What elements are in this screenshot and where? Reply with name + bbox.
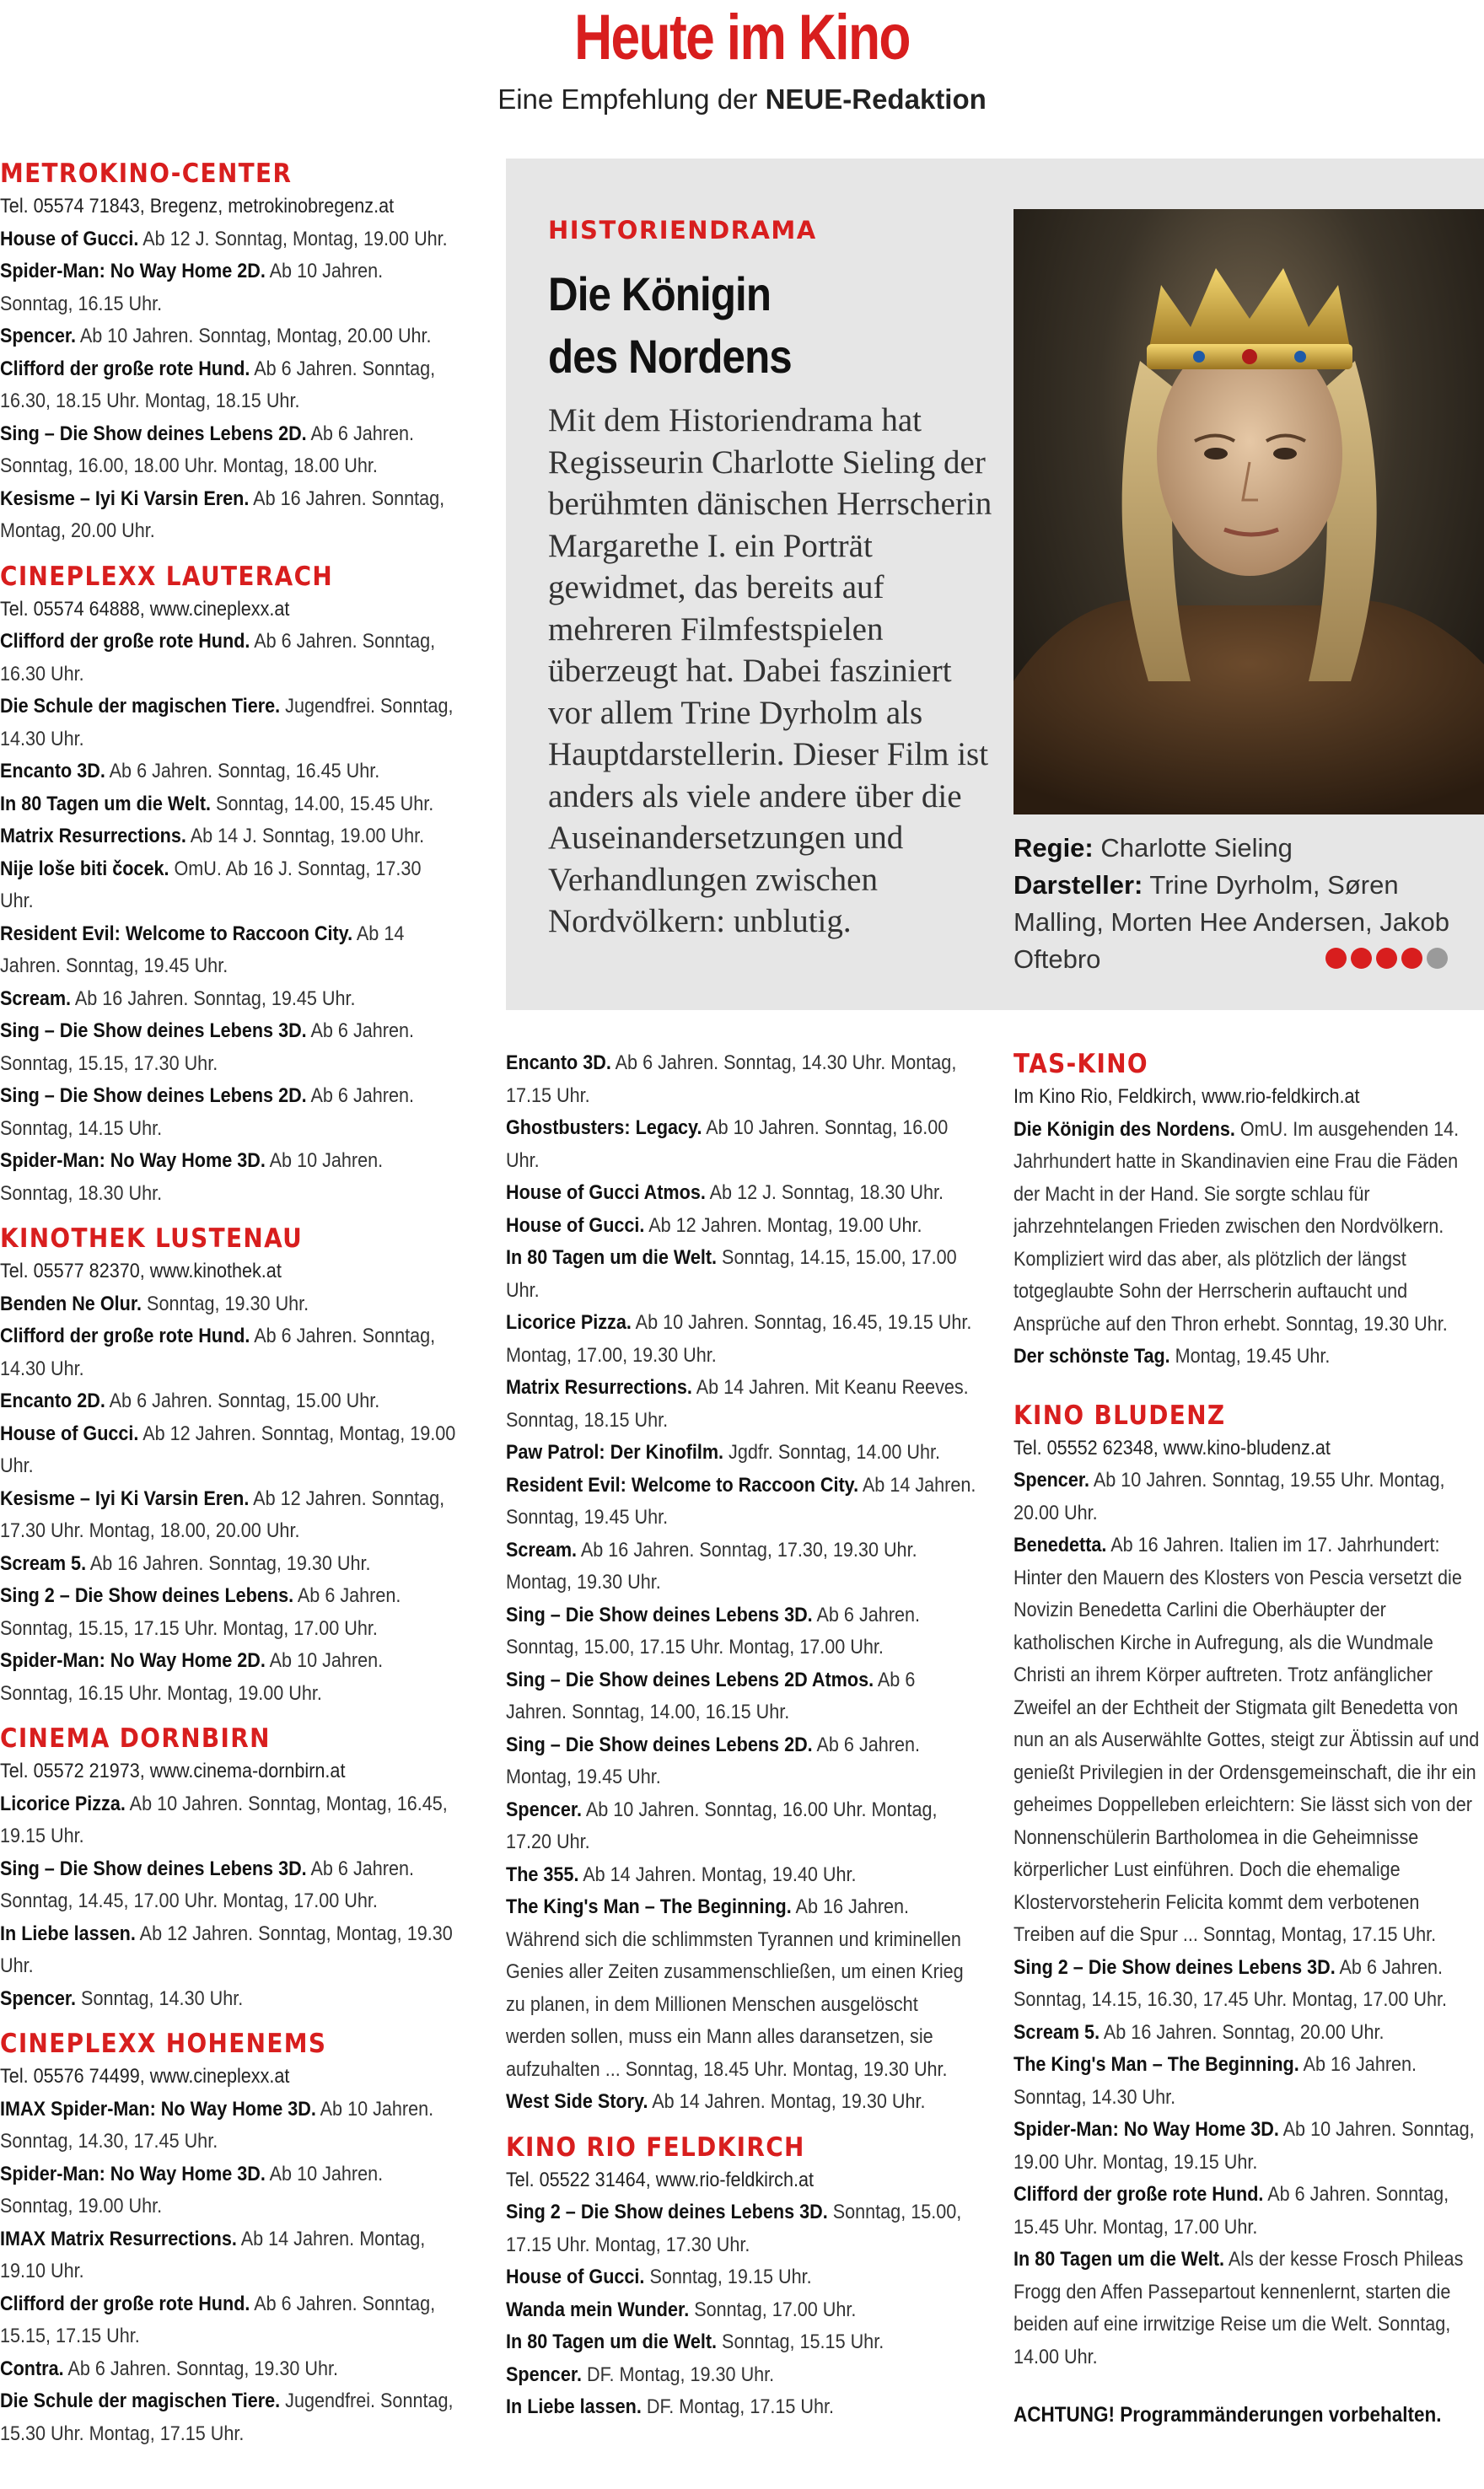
movie-title: Sing 2 – Die Show deines Lebens 3D. [1014, 1955, 1336, 1979]
director-line [1014, 830, 1484, 867]
movie-details: Ab 6 Jahren. Sonntag, 14.30 Uhr. [0, 1325, 436, 1380]
movie-details: Ab 12 J. Sonntag, Montag, 19.00 Uhr. [142, 227, 448, 250]
movie-title: Sing – Die Show deines Lebens 3D. [0, 1857, 307, 1880]
movie-title: IMAX Matrix Resurrections. [0, 2227, 237, 2250]
movie-details: Ab 14 Jahren. Montag, 19.30 Uhr. [652, 2090, 926, 2113]
movie-title: Spencer. [506, 2363, 583, 2386]
movie-entry [506, 1177, 977, 1210]
movie-entry [506, 1859, 977, 1892]
movie-details: Jgdfr. Sonntag, 14.00 Uhr. [729, 1441, 941, 1464]
cinema-contact: Tel. 05577 82370, www.kinothek.at [0, 1260, 282, 1282]
movie-details: Ab 6 Jahren. Sonntag, 14.00, 16.15 Uhr. [506, 1668, 916, 1723]
movie-entry [506, 2196, 977, 2261]
cinema-name: CINEMA DORNBIRN [0, 1723, 271, 1754]
movie-entry [506, 1664, 977, 1729]
movie-entry [506, 1242, 977, 1307]
movie-title: Contra. [0, 2357, 64, 2380]
movie-details: Jugendfrei. Sonntag, 15.30 Uhr. Montag, 17.15 Uhr. [0, 2390, 454, 2445]
page-header [0, 0, 1484, 116]
movie-title: House of Gucci. [506, 2266, 645, 2288]
movie-entry [506, 1437, 977, 1470]
movie-details: Ab 6 Jahren. Sonntag, 15.15, 17.30 Uhr. [0, 1019, 414, 1075]
movie-details: OmU. Ab 16 J. Sonntag, 17.30 Uhr. [0, 857, 422, 912]
movie-entry [0, 1418, 458, 1483]
movie-entry [0, 2385, 458, 2450]
movie-entry [506, 1891, 977, 2086]
movie-details: Ab 16 Jahren. Während sich die schlimmsten Tyrannen und kriminellen Genies aller Zeiten zusammenschließen, um einen Krieg zu planen, in dem Millionen Menschen ausgelöscht werden sollen, muss ein Mann alles daransetzen, sie aufzuhalten ... Sonntag, 18.45 Uhr. Montag, 19.30 Uhr. [506, 1895, 964, 2081]
movie-entry [0, 1483, 458, 1548]
movie-title: The 355. [506, 1863, 579, 1886]
movie-title: Scream 5. [1014, 2020, 1100, 2044]
column-2 [506, 1047, 978, 2436]
cinema-block [506, 2131, 977, 2424]
movie-entry [0, 2223, 458, 2288]
movie-entry [0, 755, 458, 788]
movie-details: Ab 10 Jahren. Sonntag, 16.45, 19.15 Uhr. Montag, 17.00, 19.30 Uhr. [506, 1311, 972, 1367]
cinema-block [0, 560, 458, 1211]
movie-details: Sonntag, 14.30 Uhr. [81, 1986, 244, 2010]
movie-details: Ab 10 Jahren. Sonntag, 14.30, 17.45 Uhr. [0, 2097, 434, 2153]
movie-entry [0, 1145, 458, 1210]
movie-entry [506, 1372, 977, 1437]
column-1-listings [0, 157, 458, 2450]
movie-title: Der schönste Tag. [1014, 1345, 1170, 1368]
rating-dot-filled [1325, 948, 1347, 969]
movie-details: Ab 12 J. Sonntag, 18.30 Uhr. [709, 1181, 944, 1204]
cinema-contact: Tel. 05522 31464, www.rio-feldkirch.at [506, 2168, 815, 2191]
movie-entry [506, 2391, 977, 2424]
rating-dot-filled [1351, 948, 1372, 969]
movie-details: Ab 16 Jahren. Sonntag, 19.30 Uhr. [89, 1551, 371, 1575]
movie-details: Ab 14 Jahren. Montag, 19.10 Uhr. [0, 2227, 426, 2282]
movie-details: Ab 16 Jahren. Sonntag, 19.45 Uhr. [74, 986, 356, 1010]
movie-title: Encanto 3D. [506, 1051, 611, 1074]
movie-details: Ab 6 Jahren. Sonntag, 15.00, 17.15 Uhr. Montag, 17.00 Uhr. [506, 1603, 920, 1658]
movie-title: Scream. [0, 986, 72, 1010]
movie-details: Ab 6 Jahren. Sonntag, 16.00, 18.00 Uhr. Montag, 18.00 Uhr. [0, 422, 414, 477]
column-2-listings [506, 1047, 977, 2424]
movie-title: In Liebe lassen. [506, 2395, 642, 2418]
movie-title: Sing – Die Show deines Lebens 2D. [0, 1084, 307, 1107]
movie-details: Ab 10 Jahren. Sonntag, 19.00 Uhr. [0, 2162, 384, 2218]
movie-title: Encanto 3D. [0, 760, 105, 782]
movie-title: Kesisme – Iyi Ki Varsin Eren. [0, 487, 250, 510]
page-title: Heute im Kino [574, 2, 910, 73]
cinema-name: KINO RIO FELDKIRCH [506, 2132, 805, 2163]
movie-details: Sonntag, 19.30 Uhr. [147, 1292, 309, 1315]
movie-entry [0, 1015, 458, 1080]
subtitle-prefix: Eine Empfehlung der [497, 83, 766, 115]
movie-entry [0, 1288, 458, 1321]
movie-title: Sing – Die Show deines Lebens 2D. [0, 422, 307, 445]
movie-entry [0, 820, 458, 853]
cinema-name: CINEPLEXX HOHENEMS [0, 2029, 327, 2059]
movie-entry [0, 2288, 458, 2353]
movie-details: Ab 6 Jahren. Sonntag, 19.30 Uhr. [67, 2357, 339, 2380]
movie-details: Sonntag, 14.15, 15.00, 17.00 Uhr. [506, 1246, 957, 1302]
feature-title-line1: Die Königin [548, 267, 772, 320]
column-3-listings [1014, 1047, 1483, 2432]
movie-details: Ab 16 Jahren. Sonntag, 17.30, 19.30 Uhr. Montag, 19.30 Uhr. [506, 1538, 917, 1594]
movie-title: Die Königin des Nordens. [1014, 1117, 1235, 1141]
movie-entry [506, 2326, 977, 2359]
movie-title: West Side Story. [506, 2090, 648, 2113]
cinema-block [506, 1047, 977, 2119]
movie-title: Die Schule der magischen Tiere. [0, 2390, 281, 2412]
movie-title: Matrix Resurrections. [506, 1376, 692, 1399]
movie-details: Ab 6 Jahren. Sonntag, 14.15 Uhr. [0, 1084, 414, 1140]
movie-entry [0, 1548, 458, 1581]
movie-title: Spider-Man: No Way Home 3D. [0, 1149, 266, 1172]
cinema-block [0, 1722, 458, 2015]
rating-dots [1325, 948, 1448, 969]
movie-details: Ab 10 Jahren. Sonntag, 16.15 Uhr. [0, 260, 384, 315]
movie-entry [506, 1470, 977, 1535]
movie-details: Sonntag, 19.15 Uhr. [649, 2266, 812, 2288]
movie-title: Matrix Resurrections. [0, 825, 186, 847]
movie-title: Licorice Pizza. [0, 1792, 126, 1815]
movie-title: Clifford der große rote Hund. [0, 357, 250, 380]
movie-entry [0, 691, 458, 755]
movie-entry [506, 1729, 977, 1794]
cinema-name: KINO BLUDENZ [1014, 1400, 1226, 1431]
movie-entry [506, 2086, 977, 2119]
movie-title: Spider-Man: No Way Home 2D. [0, 1649, 266, 1672]
movie-details: Ab 10 Jahren. Sonntag, Montag, 16.45, 19.15 Uhr. [0, 1792, 448, 1847]
movie-entry [506, 1535, 977, 1599]
rating-dot-filled [1401, 948, 1422, 969]
movie-details: Ab 12 Jahren. Sonntag, Montag, 19.30 Uhr. [0, 1922, 453, 1977]
movie-title: Spencer. [1014, 1469, 1090, 1492]
movie-details: Ab 6 Jahren. Sonntag, 16.30, 18.15 Uhr. Montag, 18.15 Uhr. [0, 357, 436, 412]
movie-entry [1014, 2179, 1483, 2244]
movie-entry [506, 2294, 977, 2327]
movie-entry [0, 1853, 458, 1918]
cast-label: Darsteller: [1014, 870, 1143, 900]
movie-title: Sing – Die Show deines Lebens 3D. [0, 1019, 307, 1042]
movie-details: Ab 14 J. Sonntag, 19.00 Uhr. [190, 825, 425, 847]
movie-details: Ab 16 Jahren. Sonntag, 14.30 Uhr. [1014, 2053, 1417, 2109]
movie-title: The King's Man – The Beginning. [1014, 2053, 1299, 2076]
movie-title: In 80 Tagen um die Welt. [1014, 2248, 1225, 2271]
movie-title: Die Schule der magischen Tiere. [0, 695, 281, 718]
movie-details: Ab 10 Jahren. Sonntag, 19.00 Uhr. Montag, 19.15 Uhr. [1014, 2118, 1475, 2174]
cinema-name: METROKINO-CENTER [0, 159, 293, 189]
cinema-contact: Tel. 05574 71843, Bregenz, metrokinobregenz.at [0, 195, 395, 218]
cinema-block [0, 2027, 458, 2450]
cinema-block [1014, 1047, 1483, 1374]
movie-entry [0, 418, 458, 483]
movie-details: Ab 12 Jahren. Montag, 19.00 Uhr. [648, 1213, 922, 1237]
movie-entry [0, 1788, 458, 1853]
movie-entry [506, 1599, 977, 1664]
movie-title: Kesisme – Iyi Ki Varsin Eren. [0, 1486, 250, 1510]
cinema-contact: Im Kino Rio, Feldkirch, www.rio-feldkirch.at [1014, 1085, 1360, 1108]
movie-details: Jugendfrei. Sonntag, 14.30 Uhr. [0, 695, 454, 750]
movie-title: Scream. [506, 1538, 578, 1562]
movie-details: Sonntag, 15.00, 17.15 Uhr. Montag, 17.30 Uhr. [506, 2201, 962, 2256]
feature-title [548, 263, 934, 388]
movie-details: Ab 12 Jahren. Sonntag, 17.30 Uhr. Montag, 18.00, 20.00 Uhr. [0, 1486, 445, 1542]
movie-title: The King's Man – The Beginning. [506, 1895, 792, 1918]
movie-details: Ab 10 Jahren. Sonntag, Montag, 20.00 Uhr. [79, 325, 432, 347]
cinema-name: TAS-KINO [1014, 1049, 1149, 1079]
movie-details: Ab 10 Jahren. Sonntag, 19.55 Uhr. Montag, 20.00 Uhr. [1014, 1469, 1445, 1524]
movie-details: Ab 6 Jahren. Sonntag, 14.15, 16.30, 17.45 Uhr. Montag, 17.00 Uhr. [1014, 1955, 1447, 2011]
movie-entry [1014, 1952, 1483, 2017]
movie-entry [1014, 2244, 1483, 2373]
movie-title: Clifford der große rote Hund. [1014, 2183, 1264, 2206]
movie-entry [0, 2094, 458, 2158]
movie-details: DF. Montag, 19.30 Uhr. [587, 2363, 775, 2386]
cinema-name: CINEPLEXX LAUTERACH [0, 561, 334, 592]
movie-title: House of Gucci Atmos. [506, 1181, 706, 1204]
movie-title: Clifford der große rote Hund. [0, 630, 250, 653]
movie-title: Spider-Man: No Way Home 3D. [1014, 2118, 1279, 2141]
cinema-block [1014, 1399, 1483, 2374]
movie-title: In 80 Tagen um die Welt. [506, 2330, 718, 2353]
movie-entry [506, 1210, 977, 1243]
movie-details: Ab 10 Jahren. Sonntag, 16.00 Uhr. Montag, 17.20 Uhr. [506, 1798, 938, 1853]
movie-title: Sing – Die Show deines Lebens 3D. [506, 1603, 813, 1626]
column-1 [0, 157, 459, 2462]
movie-details: Ab 10 Jahren. Sonntag, 16.15 Uhr. Montag, 19.00 Uhr. [0, 1649, 384, 1705]
movie-entry [1014, 1114, 1483, 1341]
feature-genre: HISTORIENDRAMA [548, 216, 817, 245]
movie-entry [0, 788, 458, 821]
movie-details: Ab 16 Jahren. Italien im 17. Jahrhundert: Hinter den Mauern des Klosters von Pescia versetzt die Novizin Benedetta Carlini die Oberhäupter der katholischen Kirche in Aufregung, als die Wundmale Christi an ihrem Körper auftreten. Trotz anfänglicher Zweifel an der Echtheit der Stigmata gilt Benedetta von nun an als Auserwählte Gottes, steigt zur Äbtissin auf und genießt Privilegien in der Ordensgemeinschaft, die ihr ein geheimes Doppelleben erleichtern: Sie lässt sich von der Nonnenschülerin Bartholomea in die Geheimnisse körperlicher Lust einführen. Doch die ehemalige Klostervorsteherin Felicita kommt dem verbotenen Treiben auf die Spur ... Sonntag, Montag, 17.15 Uhr. [1014, 1534, 1480, 1946]
movie-details: Ab 6 Jahren. Sonntag, 14.30 Uhr. Montag, 17.15 Uhr. [506, 1051, 957, 1107]
page-subtitle [0, 83, 1484, 116]
movie-entry [0, 2158, 458, 2223]
movie-title: Benden Ne Olur. [0, 1292, 142, 1315]
director-label: Regie: [1014, 833, 1094, 863]
movie-details: Ab 14 Jahren. Mit Keanu Reeves. Sonntag, 18.15 Uhr. [506, 1376, 969, 1432]
movie-details: Ab 6 Jahren. Sonntag, 15.45 Uhr. Montag, 17.00 Uhr. [1014, 2183, 1449, 2239]
movie-details: Montag, 19.45 Uhr. [1175, 1345, 1331, 1368]
movie-title: Wanda mein Wunder. [506, 2298, 690, 2321]
cinema-contact: Tel. 05574 64888, www.cineplexx.at [0, 597, 290, 621]
movie-entry [506, 2359, 977, 2392]
movie-entry [0, 983, 458, 1016]
column-3 [1014, 1047, 1484, 2432]
movie-title: Spencer. [506, 1798, 583, 1821]
movie-entry [0, 918, 458, 983]
movie-title: Sing – Die Show deines Lebens 2D Atmos. [506, 1668, 874, 1691]
movie-entry [0, 483, 458, 548]
movie-title: Ghostbusters: Legacy. [506, 1116, 702, 1139]
movie-details: Ab 14 Jahren. Sonntag, 19.45 Uhr. [0, 922, 405, 977]
movie-title: Benedetta. [1014, 1534, 1107, 1556]
fur-cloak [1014, 599, 1484, 814]
movie-details: Als der kesse Frosch Phileas Frogg den Affen Passepartout kennenlernt, starten die beiden auf eine irrwitzige Reise um die Welt. Sonntag, 14.00 Uhr. [1014, 2248, 1464, 2368]
movie-details: Ab 6 Jahren. Sonntag, 14.45, 17.00 Uhr. Montag, 17.00 Uhr. [0, 1857, 414, 1912]
movie-title: In Liebe lassen. [0, 1922, 136, 1945]
movie-entry [0, 255, 458, 320]
movie-title: IMAX Spider-Man: No Way Home 3D. [0, 2097, 316, 2121]
cinema-contact: Tel. 05576 74499, www.cineplexx.at [0, 2065, 290, 2088]
movie-details: Ab 6 Jahren. Sonntag, 15.15, 17.15 Uhr. Montag, 17.00 Uhr. [0, 1584, 401, 1640]
movie-entry [506, 1112, 977, 1177]
movie-entry [0, 320, 458, 353]
movie-title: House of Gucci. [0, 227, 139, 250]
movie-title: Resident Evil: Welcome to Raccoon City. [506, 1473, 859, 1497]
feature-photo [1014, 209, 1484, 814]
queen-portrait-illustration [1014, 209, 1484, 814]
movie-title: In 80 Tagen um die Welt. [0, 792, 212, 815]
movie-details: Ab 16 Jahren. Sonntag, Montag, 20.00 Uhr. [0, 487, 445, 542]
movie-details: Ab 16 Jahren. Sonntag, 20.00 Uhr. [1103, 2020, 1385, 2044]
cinema-contact: Tel. 05572 21973, www.cinema-dornbirn.at [0, 1760, 346, 1782]
movie-entry [0, 1918, 458, 1983]
movie-title: Spencer. [0, 325, 77, 347]
cinema-contact: Tel. 05552 62348, www.kino-bludenz.at [1014, 1436, 1331, 1460]
movie-details: Sonntag, 14.00, 15.45 Uhr. [216, 792, 434, 815]
movie-entry [506, 1047, 977, 1112]
movie-details: DF. Montag, 17.15 Uhr. [646, 2395, 834, 2418]
feature-title-line2: des Nordens [548, 330, 792, 383]
movie-entry [0, 1080, 458, 1145]
movie-details: Ab 10 Jahren. Sonntag, 16.00 Uhr. [506, 1116, 949, 1172]
subtitle-brand: NEUE-Redaktion [765, 83, 987, 115]
movie-details: Ab 6 Jahren. Sonntag, 16.45 Uhr. [109, 760, 380, 782]
movie-title: Spider-Man: No Way Home 2D. [0, 260, 266, 282]
rating-dot-empty [1427, 948, 1448, 969]
movie-entry [1014, 2114, 1483, 2179]
movie-details: Ab 14 Jahren. Montag, 19.40 Uhr. [583, 1863, 857, 1886]
movie-details: Ab 10 Jahren. Sonntag, 18.30 Uhr. [0, 1149, 384, 1205]
movie-title: Scream 5. [0, 1551, 87, 1575]
movie-entry [1014, 1465, 1483, 1529]
movie-entry [1014, 1529, 1483, 1952]
movie-title: Nije loše biti čocek. [0, 857, 169, 880]
movie-entry [0, 626, 458, 691]
movie-details: Sonntag, 17.00 Uhr. [694, 2298, 857, 2321]
movie-title: Paw Patrol: Der Kinofilm. [506, 1441, 724, 1464]
movie-details: Ab 12 Jahren. Sonntag, Montag, 19.00 Uhr. [0, 1422, 456, 1477]
movie-entry [0, 1320, 458, 1385]
movie-entry [1014, 2049, 1483, 2114]
movie-details: Sonntag, 15.15 Uhr. [722, 2330, 884, 2353]
movie-entry [0, 1385, 458, 1418]
movie-entry [0, 1645, 458, 1710]
movie-entry [1014, 1341, 1483, 1374]
movie-title: Clifford der große rote Hund. [0, 2292, 250, 2315]
footer-note: ACHTUNG! Programmänderungen vorbehalten. [1014, 2403, 1442, 2427]
director-name: Charlotte Sieling [1100, 833, 1293, 863]
cinema-block [0, 1222, 458, 1710]
movie-title: House of Gucci. [506, 1213, 645, 1237]
movie-details: Ab 14 Jahren. Sonntag, 19.45 Uhr. [506, 1473, 976, 1529]
movie-title: Spencer. [0, 1986, 77, 2010]
movie-details: Ab 6 Jahren. Sonntag, 16.30 Uhr. [0, 630, 436, 685]
movie-title: House of Gucci. [0, 1422, 139, 1445]
cinema-block [0, 157, 458, 548]
movie-entry [506, 1307, 977, 1372]
movie-entry [0, 223, 458, 256]
movie-details: Ab 6 Jahren. Sonntag, 15.15, 17.15 Uhr. [0, 2292, 436, 2347]
movie-entry [0, 1580, 458, 1645]
movie-entry [0, 1983, 458, 2016]
crown [1148, 268, 1351, 352]
movie-title: Sing – Die Show deines Lebens 2D. [506, 1733, 813, 1756]
movie-entry [0, 353, 458, 418]
movie-entry [0, 2353, 458, 2386]
cinema-name: KINOTHEK LUSTENAU [0, 1223, 304, 1254]
movie-title: Licorice Pizza. [506, 1311, 632, 1334]
cast-names: Trine Dyrholm, Søren Malling, Morten Hee Andersen, Jakob Oftebro [1014, 870, 1449, 974]
movie-entry [0, 853, 458, 918]
movie-entry [506, 1794, 977, 1859]
movie-title: Clifford der große rote Hund. [0, 1325, 250, 1347]
movie-title: In 80 Tagen um die Welt. [506, 1246, 718, 1269]
movie-title: Sing 2 – Die Show deines Lebens. [0, 1584, 294, 1607]
movie-details: Ab 6 Jahren. Montag, 19.45 Uhr. [506, 1733, 920, 1788]
rating-dot-filled [1376, 948, 1397, 969]
movie-title: Resident Evil: Welcome to Raccoon City. [0, 922, 353, 945]
movie-details: OmU. Im ausgehenden 14. Jahrhundert hatte in Skandinavien eine Frau die Fäden der Macht in der Hand. Sie sorgte schlau für jahrzehntelangen Frieden zwischen den Nordvölkern. Kompliziert wird das aber, als plötzlich der längst totgeglaubte Sohn der Herrscherin auftaucht und Ansprüche auf den Thron erhebt. Sonntag, 19.30 Uhr. [1014, 1117, 1460, 1336]
movie-title: Spider-Man: No Way Home 3D. [0, 2162, 266, 2185]
movie-entry [1014, 2017, 1483, 2050]
feature-description: Mit dem Historiendrama hat Regisseurin Charlotte Sieling der berühmten dänischen Herrscherin Margarethe I. ein Porträt gewidmet, das bereits auf mehreren Filmfestspielen überzeugt hat. Dabei fasziniert vor allem Trine Dyrholm als Hauptdarstellerin. Dieser Film ist anders als viele andere über die Auseinandersetzungen und Verhandlungen zwischen Nordvölkern: unblutig. [548, 402, 992, 939]
movie-title: Sing 2 – Die Show deines Lebens 3D. [506, 2201, 828, 2223]
movie-entry [506, 2261, 977, 2294]
movie-title: Encanto 2D. [0, 1390, 105, 1412]
movie-details: Ab 6 Jahren. Sonntag, 15.00 Uhr. [109, 1390, 380, 1412]
